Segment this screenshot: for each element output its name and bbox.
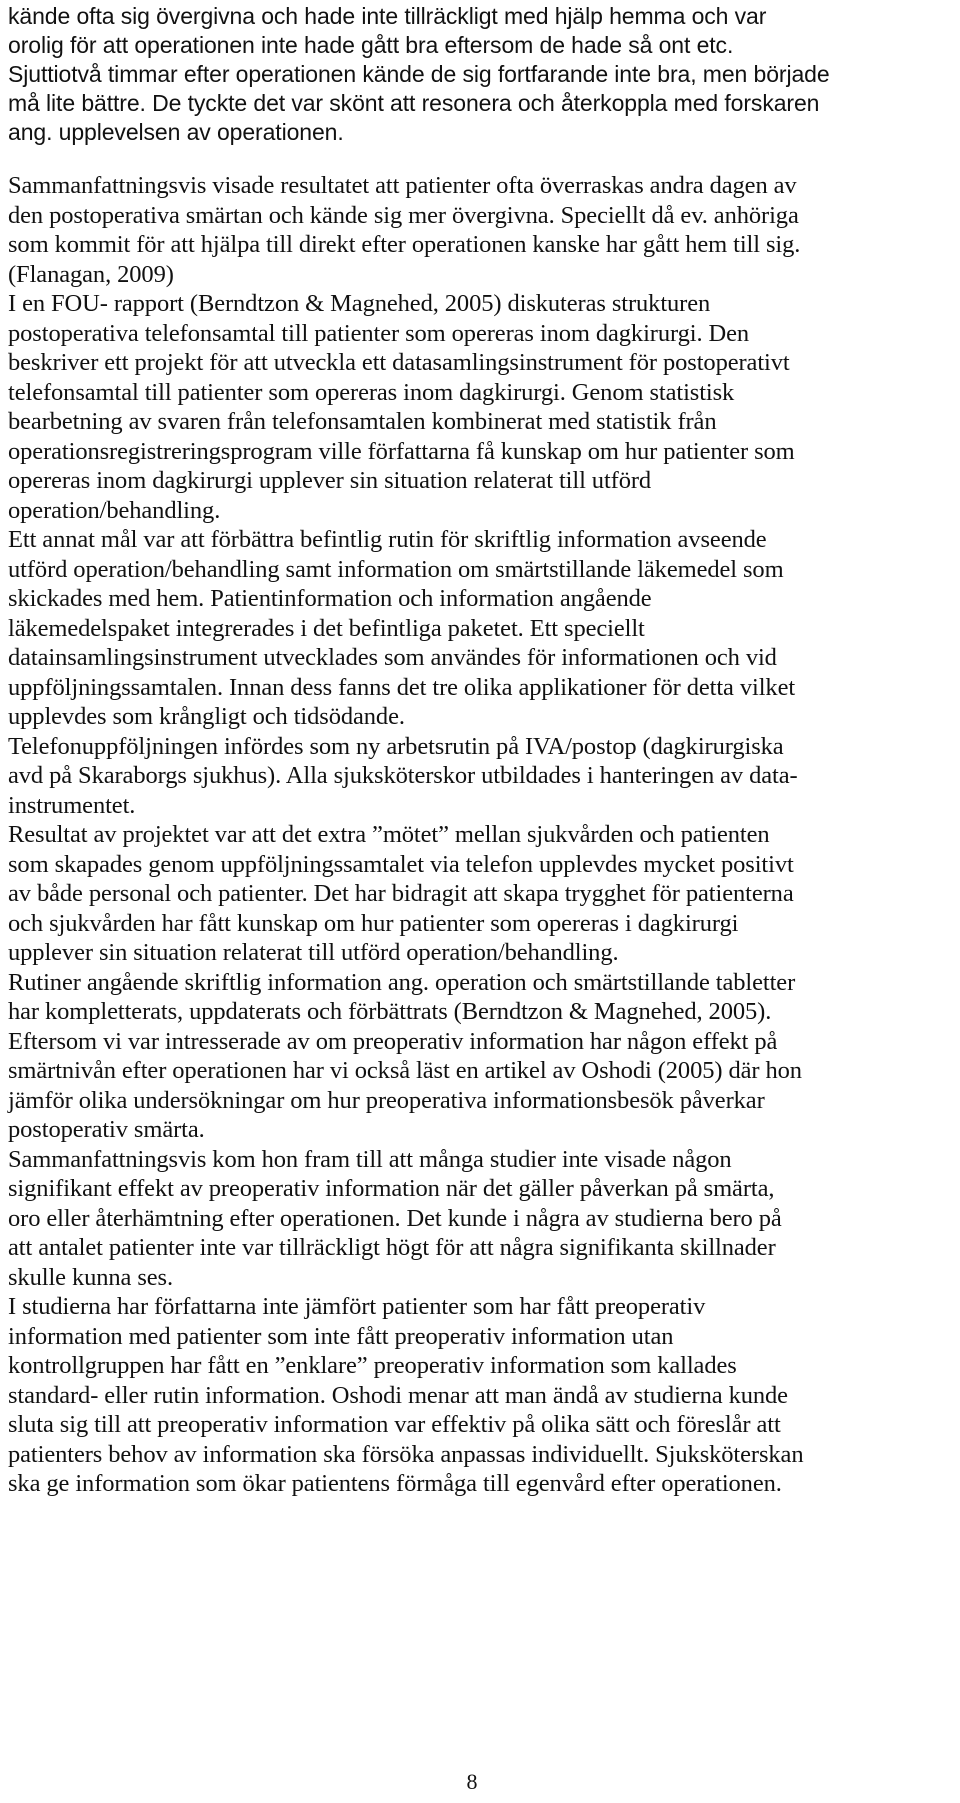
paragraph-intro: kände ofta sig övergivna och hade inte tillräckligt med hjälp hemma och var orolig för att operationen inte hade gått bra eftersom de hade så ont etc. Sjuttiotvå timmar efter operationen kände de sig fortfarande inte bra, men började må lite bättre. De tyckte det var skönt att resonera och återkoppla med forskaren ang. upplevelsen av operationen. bbox=[8, 3, 830, 145]
paragraph-body: Sammanfattningsvis visade resultatet att patienter ofta överraskas andra dagen av den postoperativa smärtan och kände sig mer övergivna. Speciellt då ev. anhöriga som kommit för att hjälpa till direkt efter operationen kanske har gått hem till sig. (Flanagan, 2009) I en FOU- rapport (Berndtzon & Magnehed, 2005) diskuteras strukturen postoperativa telefonsamtal till patienter som opereras inom dagkirurgi. Den beskriver ett projekt för att utveckla ett datasamlingsinstrument för postoperativt telefonsamtal till patienter som opereras inom dagkirurgi. Genom statistisk bearbetning av svaren från telefonsamtalen kombinerat med statistik från operationsregistreringsprogram ville författarna få kunskap om hur patienter som opereras inom dagkirurgi upplever sin situation relaterat till utförd operation/behandling. Ett annat mål var att förbättra befintlig rutin för skriftlig information avseende utförd operation/behandling samt information om smärtstillande läkemedel som skickades med hem. Patientinformation och information angående läkemedelspaket integrerades i det befintliga paketet. Ett speciellt datainsamlingsinstrument utvecklades som användes för informationen och vid uppföljningssamtalen. Innan dess fanns det tre olika applikationer för detta vilket upplevdes som krångligt och tidsödande. Telefonuppföljningen infördes som ny arbetsrutin på IVA/postop (dagkirurgiska avd på Skaraborgs sjukhus). Alla sjuksköterskor utbildades i hanteringen av data- instrumentet. Resultat av projektet var att det extra ”mötet” mellan sjukvården och patienten som skapades genom uppföljningssamtalet via telefon upplevdes mycket positivt av både personal och patienter. Det har bidragit att skapa trygghet för patienterna och sjukvården har fått kunskap om hur patienter som opereras i dagkirurgi upplever sin situation relaterat till utförd operation/behandling. Rutiner angående skriftlig information ang. operation och smärtstillande tabletter har kompletterats, uppdaterats och förbättrats (Berndtzon & Magnehed, 2005). Eftersom vi var intresserade av om preoperativ information har någon effekt på smärtnivån efter operationen har vi också läst en artikel av Oshodi (2005) där hon jämför olika undersökningar om hur preoperativa informationsbesök påverkar postoperativ smärta. Sammanfattningsvis kom hon fram till att många studier inte visade någon signifikant effekt av preoperativ information när det gäller påverkan på smärta, oro eller återhämtning efter operationen. Det kunde i några av studierna bero på att antalet patienter inte var tillräckligt högt för att några signifikanta skillnader skulle kunna ses. I studierna har författarna inte jämfört patienter som har fått preoperativ information med patienter som inte fått preoperativ information utan kontrollgruppen har fått en ”enklare” preoperativ information som kallades standard- eller rutin information. Oshodi menar att man ändå av studierna kunde sluta sig till att preoperativ information var effektiv på olika sätt och föreslår att patienters behov av information ska försöka anpassas individuellt. Sjuksköterskan ska ge information som ökar patientens förmåga till egenvård efter operationen. bbox=[8, 172, 804, 1497]
page-number: 8 bbox=[466, 1769, 478, 1794]
